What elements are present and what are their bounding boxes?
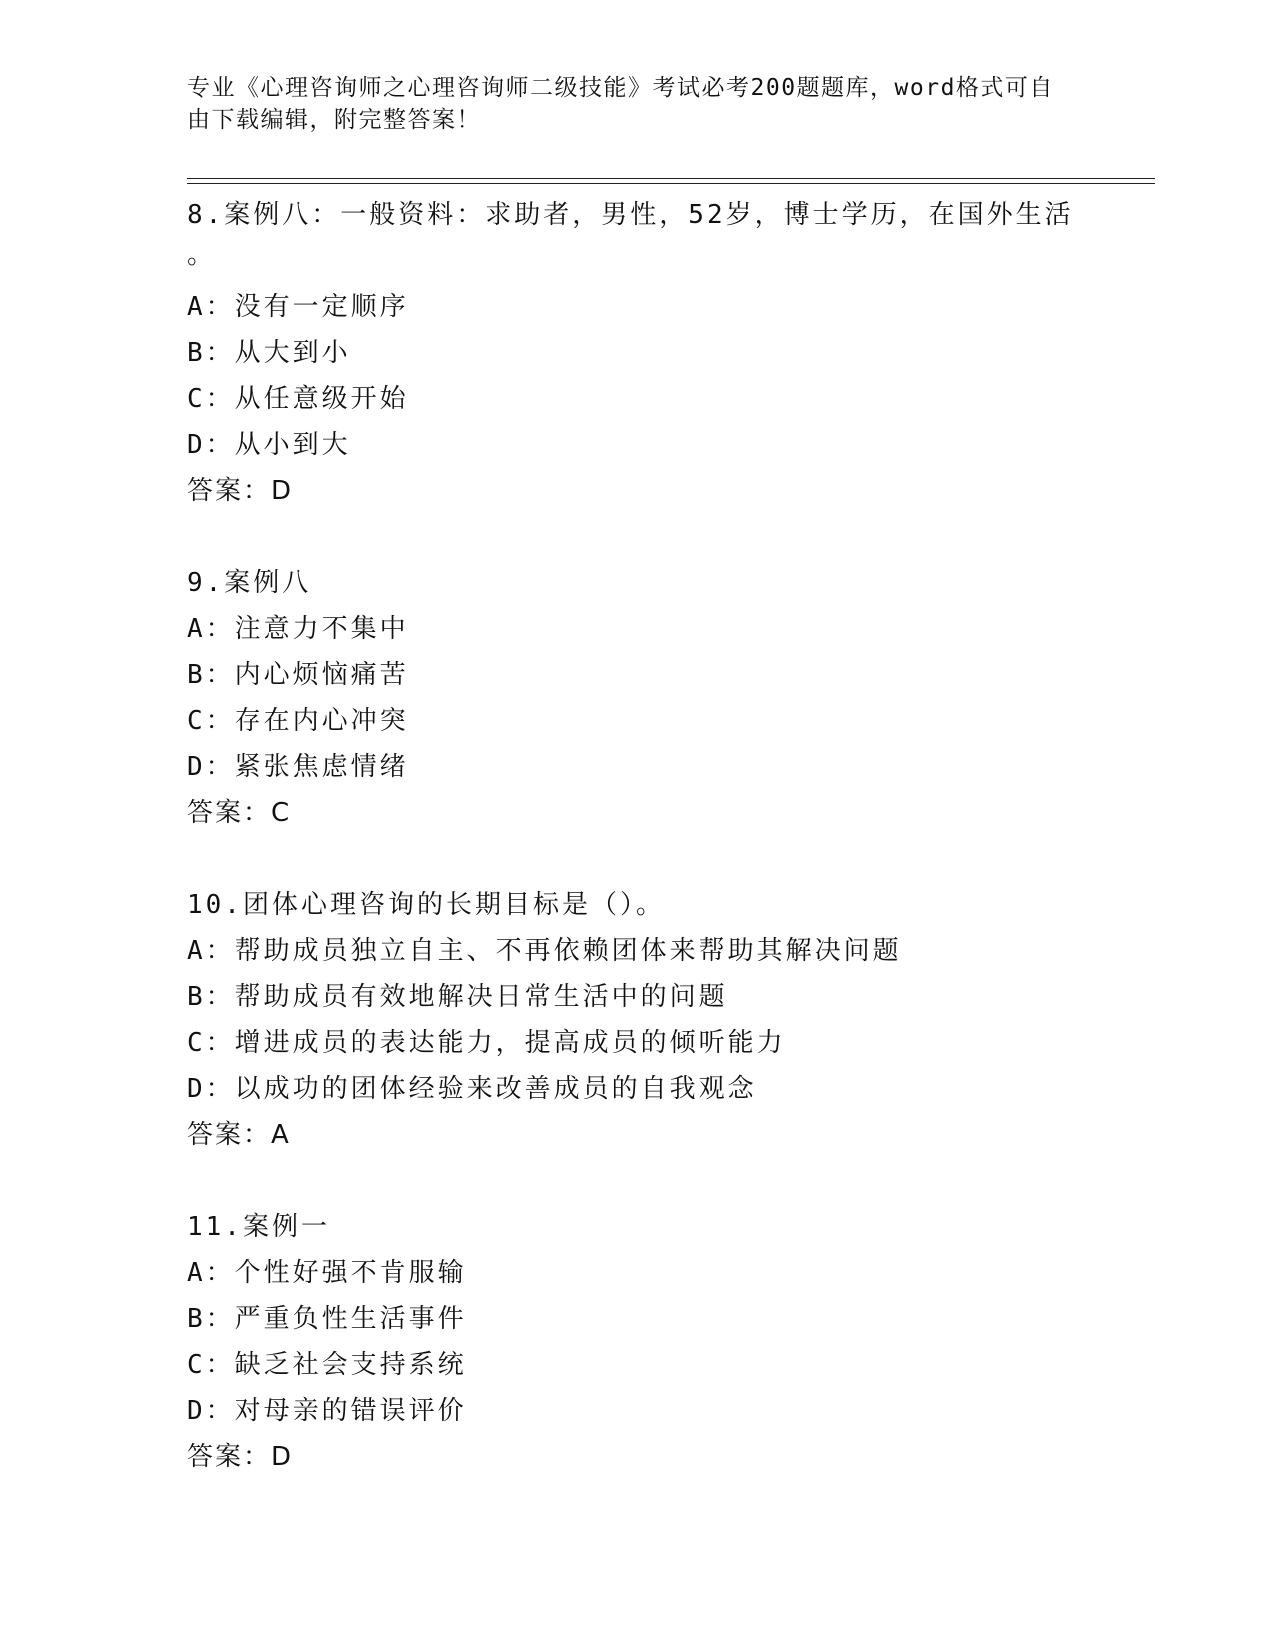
option-d: D：对母亲的错误评价 (187, 1396, 467, 1426)
question-spacer (187, 514, 1147, 560)
answer-label: 答案：D (187, 476, 294, 506)
question-stem: 9.案例八 (187, 568, 312, 598)
option-b: B：从大到小 (187, 338, 351, 368)
question-spacer (187, 836, 1147, 882)
option-a: A：个性好强不肯服输 (187, 1258, 467, 1288)
option-d: D：紧张焦虑情绪 (187, 752, 409, 782)
option-d: D：以成功的团体经验来改善成员的自我观念 (187, 1074, 757, 1104)
answer-label: 答案：D (187, 1442, 294, 1472)
header-divider-top (187, 178, 1155, 179)
question-stem: 11.案例一 (187, 1212, 330, 1242)
header-line-2: 由下载编辑，附完整答案！ (187, 107, 481, 133)
option-c: C：缺乏社会支持系统 (187, 1350, 467, 1380)
option-a: A：注意力不集中 (187, 614, 409, 644)
question-9 (187, 560, 1147, 836)
question-spacer (187, 1158, 1147, 1204)
document-header (187, 72, 1077, 136)
question-stem: 10.团体心理咨询的长期目标是（）。 (187, 890, 665, 920)
question-8 (187, 192, 1147, 514)
option-a: A：没有一定顺序 (187, 292, 409, 322)
answer-label: 答案：C (187, 798, 292, 828)
option-d: D：从小到大 (187, 430, 351, 460)
question-list (187, 192, 1147, 1480)
option-a: A：帮助成员独立自主、不再依赖团体来帮助其解决问题 (187, 936, 902, 966)
question-stem: 8.案例八：一般资料：求助者，男性，52岁，博士学历，在国外生活 (187, 200, 1074, 230)
header-line-1: 专业《心理咨询师之心理咨询师二级技能》考试必考200题题库，word格式可自 (187, 75, 1054, 101)
question-11 (187, 1204, 1147, 1480)
option-b: B：内心烦恼痛苦 (187, 660, 409, 690)
header-divider-bottom (187, 183, 1155, 184)
option-b: B：严重负性生活事件 (187, 1304, 467, 1334)
question-stem-continuation: 。 (187, 240, 217, 270)
option-b: B：帮助成员有效地解决日常生活中的问题 (187, 982, 728, 1012)
answer-label: 答案：A (187, 1120, 291, 1150)
option-c: C：从任意级开始 (187, 384, 409, 414)
option-c: C：存在内心冲突 (187, 706, 409, 736)
question-10 (187, 882, 1147, 1158)
option-c: C：增进成员的表达能力，提高成员的倾听能力 (187, 1028, 786, 1058)
